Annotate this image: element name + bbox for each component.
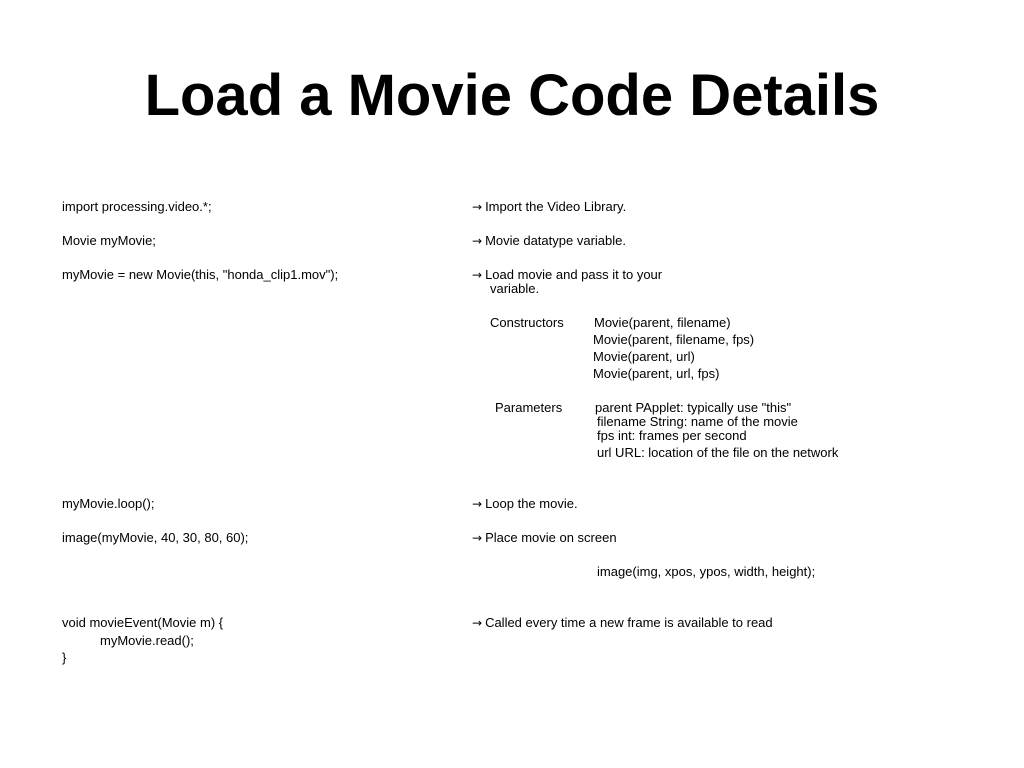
slide-title: Load a Movie Code Details (144, 63, 880, 128)
note-create-text: Load movie and pass it to your (485, 267, 663, 282)
parameter-item: url URL: location of the file on the network (597, 445, 839, 460)
code-import: import processing.video.*; (62, 199, 212, 214)
code-event-line-1: void movieEvent(Movie m) { (62, 615, 224, 630)
parameter-item: fps int: frames per second (597, 428, 747, 443)
code-create: myMovie = new Movie(this, "honda_clip1.mov"); (62, 267, 339, 282)
constructor-item: Movie(parent, filename) (594, 315, 731, 330)
arrow-right-icon: → (472, 234, 483, 248)
note-declare-text: Movie datatype variable. (485, 233, 626, 248)
note-declare (472, 233, 626, 249)
note-image (472, 530, 617, 546)
note-loop-text: Loop the movie. (485, 496, 578, 511)
note-event-text: Called every time a new frame is available to read (485, 615, 773, 630)
note-image-text: Place movie on screen (485, 530, 617, 545)
image-signature: image(img, xpos, ypos, width, height); (597, 564, 816, 579)
parameters-label: Parameters (495, 400, 563, 415)
code-event-line-3: } (62, 650, 67, 665)
parameter-item: parent PApplet: typically use "this" (595, 400, 792, 415)
note-import (472, 199, 626, 215)
arrow-right-icon: → (472, 497, 483, 511)
constructor-item: Movie(parent, filename, fps) (593, 332, 755, 347)
parameter-item: filename String: name of the movie (597, 414, 798, 429)
constructors-label: Constructors (490, 315, 564, 330)
arrow-right-icon: → (472, 531, 483, 545)
code-event-line-2: myMovie.read(); (100, 633, 194, 648)
arrow-right-icon: → (472, 268, 483, 282)
constructor-item: Movie(parent, url) (593, 349, 695, 364)
note-loop (472, 496, 578, 512)
code-loop: myMovie.loop(); (62, 496, 155, 511)
note-event (472, 615, 773, 631)
constructor-item: Movie(parent, url, fps) (593, 366, 720, 381)
arrow-right-icon: → (472, 616, 483, 630)
arrow-right-icon: → (472, 200, 483, 214)
code-declare: Movie myMovie; (62, 233, 156, 248)
note-create-continued: variable. (490, 281, 540, 296)
code-image: image(myMovie, 40, 30, 80, 60); (62, 530, 249, 545)
note-import-text: Import the Video Library. (485, 199, 627, 214)
